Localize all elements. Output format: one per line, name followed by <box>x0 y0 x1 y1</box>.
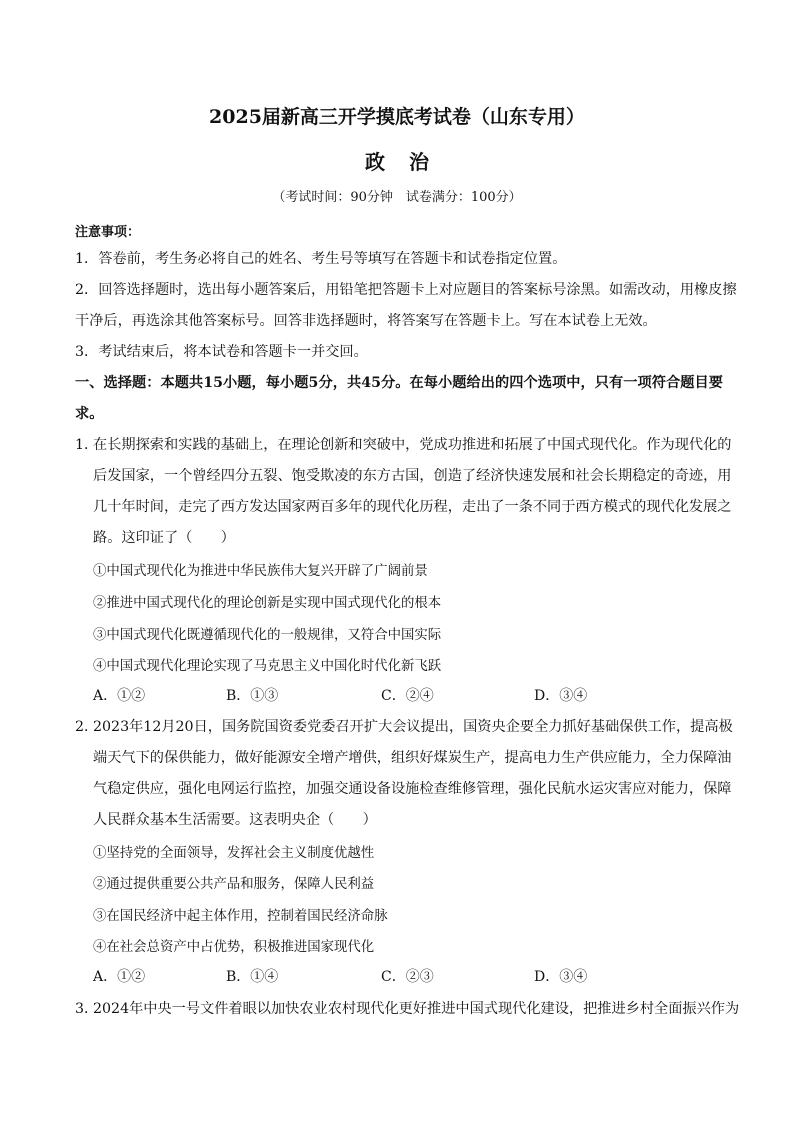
question-2-line-4: 人民群众基本生活需要。这表明央企（ ） <box>93 812 377 828</box>
question-3-number: 3． <box>75 1001 99 1017</box>
notice-item-1: 1．答卷前，考生务必将自己的姓名、考生号等填写在答题卡和试卷指定位置。 <box>75 251 567 267</box>
section-heading: 一、选择题：本题共15小题，每小题5分，共45分。在每小题给出的四个选项中，只有一项符合题目要 <box>75 375 723 391</box>
question-2-choice-d[interactable]: D．③④ <box>534 969 588 985</box>
question-3-line-1: 2024年中央一号文件着眼以加快农业农村现代化更好推进中国式现代化建设，把推进乡村全面振兴作为 <box>93 1001 740 1017</box>
question-1-line-4: 路。这印证了（ ） <box>93 530 235 546</box>
question-1-choices <box>93 685 733 705</box>
question-1-line-3: 几十年时间，走完了西方发达国家两百多年的现代化历程，走出了一条不同于西方模式的现代化发展之 <box>93 499 732 515</box>
section-heading-cont: 求。 <box>75 406 104 422</box>
question-2-statement-1: ①坚持党的全面领导，发挥社会主义制度优越性 <box>93 846 375 861</box>
notice-item-2-cont: 干净后，再选涂其他答案标号。回答非选择题时，将答案写在答题卡上。写在本试卷上无效。 <box>75 313 657 329</box>
question-1-line-1: 在长期探索和实践的基础上，在理论创新和突破中，党成功推进和拓展了中国式现代化。作为现代化的 <box>93 437 732 453</box>
question-2-statement-4: ④在社会总资产中占优势，积极推进国家现代化 <box>93 940 375 955</box>
question-1-choice-c[interactable]: C．②④ <box>381 688 434 704</box>
exam-info: （考试时间：90分钟 试卷满分：100分） <box>272 190 522 205</box>
question-2-statement-2: ②通过提供重要公共产品和服务，保障人民利益 <box>93 877 375 892</box>
question-2-line-1: 2023年12月20日，国务院国资委党委召开扩大会议提出，国资央企要全力抓好基础保供工作，提高极 <box>93 719 733 735</box>
question-2-choice-b[interactable]: B．①④ <box>226 969 279 985</box>
question-2-choices <box>93 966 733 986</box>
notice-item-3: 3．考试结束后，将本试卷和答题卡一并交回。 <box>75 344 368 360</box>
notice-item-2: 2．回答选择题时，选出每小题答案后，用铅笔把答题卡上对应题目的答案标号涂黑。如需改动，用橡皮擦 <box>75 282 737 298</box>
notice-heading: 注意事项： <box>75 225 141 240</box>
question-1-statement-3: ③中国式现代化既遵循现代化的一般规律，又符合中国实际 <box>93 628 442 643</box>
question-1-choice-b[interactable]: B．①③ <box>226 688 279 704</box>
question-2-choice-c[interactable]: C．②③ <box>381 969 434 985</box>
question-1-number: 1． <box>75 437 99 453</box>
question-2-choice-a[interactable]: A．①② <box>93 969 146 985</box>
question-2-number: 2． <box>75 719 99 735</box>
question-1-statement-1: ①中国式现代化为推进中华民族伟大复兴开辟了广阔前景 <box>93 564 428 579</box>
question-1-statement-2: ②推进中国式现代化的理论创新是实现中国式现代化的根本 <box>93 596 442 611</box>
question-2-line-2: 端天气下的保供能力，做好能源安全增产增供，组织好煤炭生产，提高电力生产供应能力，全力保障油 <box>93 750 732 766</box>
question-2-statement-3: ③在国民经济中起主体作用，控制着国民经济命脉 <box>93 909 388 924</box>
question-1-choice-d[interactable]: D．③④ <box>534 688 588 704</box>
question-2-line-3: 气稳定供应，强化电网运行监控，加强交通设备设施检查维修管理，强化民航水运灾害应对能力，保障 <box>93 781 732 797</box>
subject-title: 政治 <box>365 150 453 174</box>
question-1-choice-a[interactable]: A．①② <box>93 688 146 704</box>
question-1-line-2: 后发国家，一个曾经四分五裂、饱受欺凌的东方古国，创造了经济快速发展和社会长期稳定的奇迹，用 <box>93 468 732 484</box>
question-1-statement-4: ④中国式现代化理论实现了马克思主义中国化时代化新飞跃 <box>93 659 442 674</box>
exam-title: 2025届新高三开学摸底考试卷（山东专用） <box>209 106 585 128</box>
